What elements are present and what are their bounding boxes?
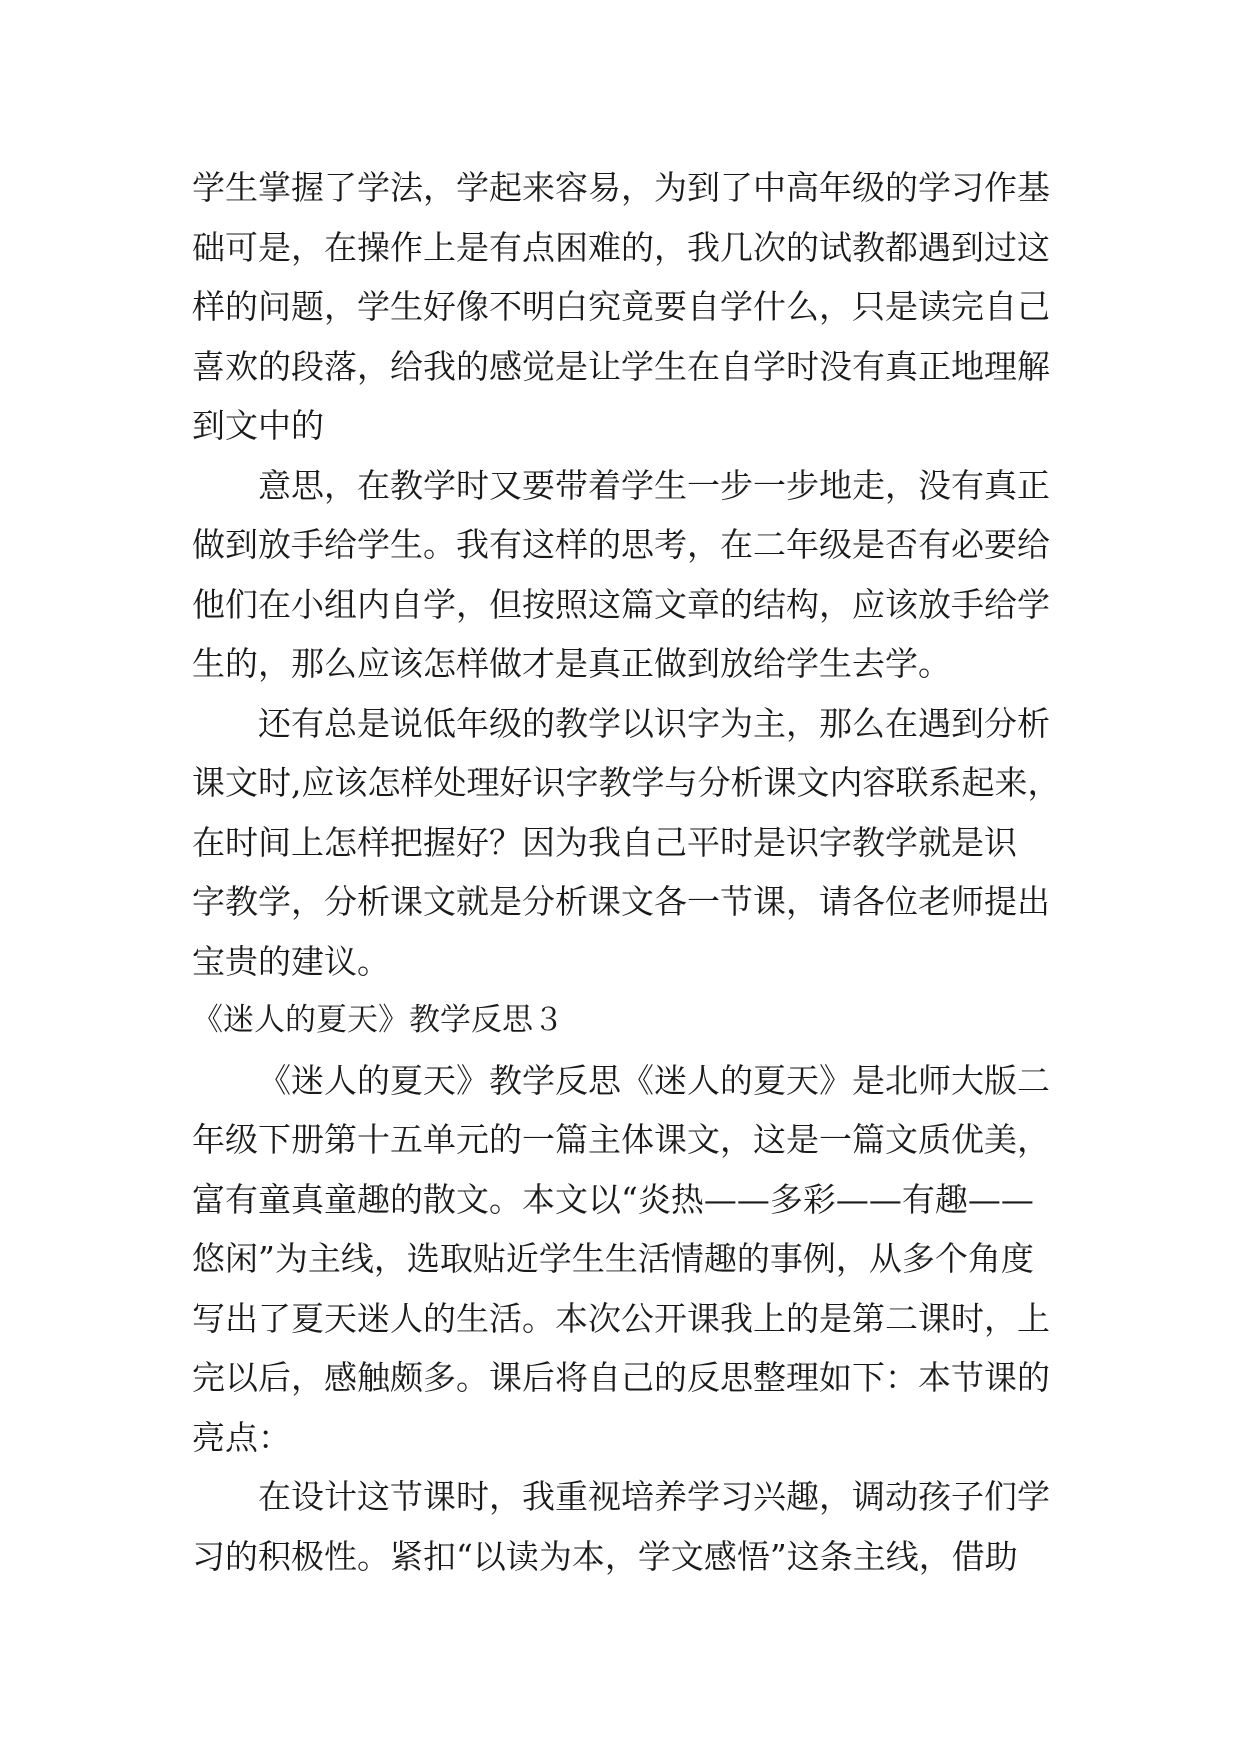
text-line: 课文时,应该怎样处理好识字教学与分析课文内容联系起来， [192, 763, 1061, 802]
text-line: 到文中的 [192, 406, 324, 445]
text-line: 写出了夏天迷人的生活。本次公开课我上的是第二课时，上 [192, 1298, 1050, 1338]
paragraph-first-line: 意思，在教学时又要带着学生一步一步地走，没有真正 [258, 465, 1050, 505]
text-line: 学生掌握了学法，学起来容易，为到了中高年级的学习作基 [192, 168, 1050, 207]
text-line: 习的积极性。紧扣“以读为本，学文感悟”这条主线，借助 [192, 1536, 1018, 1576]
text-line: 字教学，分析课文就是分析课文各一节课，请各位老师提出 [192, 882, 1050, 921]
paragraph-first-line: 在设计这节课时，我重视培养学习兴趣，调动孩子们学 [258, 1477, 1050, 1516]
text-line: 喜欢的段落，给我的感觉是让学生在自学时没有真正地理解 [192, 346, 1050, 386]
paragraph-first-line: 还有总是说低年级的教学以识字为主，那么在遇到分析 [258, 703, 1050, 743]
text-line: 生的，那么应该怎样做才是真正做到放给学生去学。 [192, 644, 951, 683]
text-line: 在时间上怎样把握好？因为我自己平时是识字教学就是识 [192, 822, 1017, 862]
text-line: 宝贵的建议。 [192, 941, 390, 981]
section-heading: 《迷人的夏天》教学反思３ [192, 1002, 564, 1038]
text-line: 年级下册第十五单元的一篇主体课文，这是一篇文质优美， [192, 1120, 1050, 1159]
text-line: 他们在小组内自学，但按照这篇文章的结构，应该放手给学 [192, 584, 1050, 624]
text-line: 完以后，感触颇多。课后将自己的反思整理如下：本节课的 [192, 1358, 1050, 1397]
text-line: 样的问题，学生好像不明白究竟要自学什么，只是读完自己 [192, 287, 1050, 326]
text-line: 富有童真童趣的散文。本文以“炎热——多彩——有趣—— [192, 1179, 1034, 1219]
text-line: 亮点： [192, 1417, 291, 1457]
text-line: 础可是，在操作上是有点困难的，我几次的试教都遇到过这 [192, 227, 1050, 267]
document-body [192, 158, 1061, 1586]
text-line: 悠闲”为主线，选取贴近学生生活情趣的事例，从多个角度 [192, 1239, 1034, 1278]
text-line: 做到放手给学生。我有这样的思考，在二年级是否有必要给 [192, 525, 1050, 564]
paragraph-first-line: 《迷人的夏天》教学反思《迷人的夏天》是北师大版二 [258, 1060, 1050, 1100]
